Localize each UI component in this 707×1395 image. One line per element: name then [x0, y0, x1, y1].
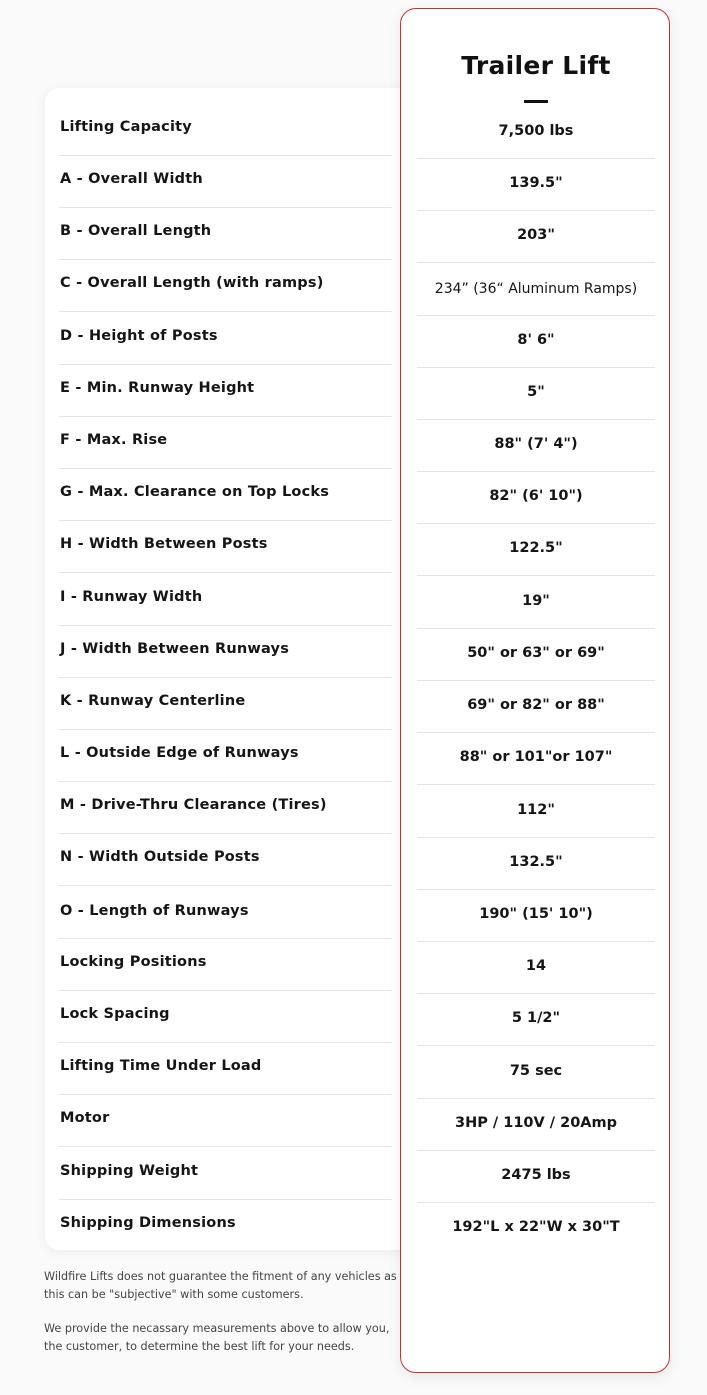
spec-row — [59, 103, 392, 156]
spec-label: E - Min. Runway Height — [60, 380, 255, 396]
spec-value: 2475 lbs — [501, 1167, 571, 1183]
spec-row — [59, 886, 392, 939]
spec-label: F - Max. Rise — [60, 432, 168, 448]
spec-label: G - Max. Clearance on Top Locks — [60, 484, 330, 500]
measurement-note: We provide the necassary measurements above to allow you, the customer, to determine the best lift for your needs. — [44, 1322, 390, 1353]
spec-row — [59, 364, 392, 417]
spec-value-row — [417, 576, 655, 629]
spec-value: 3HP / 110V / 20Amp — [454, 1115, 617, 1131]
spec-value: 132.5" — [509, 854, 563, 870]
spec-value: 203" — [517, 227, 555, 243]
spec-value: 5" — [527, 384, 545, 400]
spec-row — [59, 468, 392, 521]
spec-value-row — [417, 471, 655, 524]
spec-value-row — [417, 889, 655, 942]
spec-row — [59, 1094, 392, 1147]
spec-row — [59, 677, 392, 730]
spec-row — [59, 1042, 392, 1095]
spec-row — [59, 938, 392, 991]
spec-value-row — [417, 680, 655, 733]
spec-value: 88" or 101"or 107" — [459, 749, 613, 765]
spec-value: 112" — [517, 802, 555, 818]
spec-label: Shipping Dimensions — [60, 1215, 236, 1231]
spec-label: H - Width Between Posts — [60, 536, 268, 552]
spec-value-row — [417, 732, 655, 785]
spec-label: Lifting Time Under Load — [60, 1058, 262, 1074]
spec-value: 234” (36“ Aluminum Ramps) — [434, 281, 638, 297]
spec-value: 82" (6' 10") — [489, 488, 583, 504]
spec-label: Shipping Weight — [60, 1163, 199, 1179]
spec-value: 14 — [525, 958, 547, 974]
spec-value-row — [417, 210, 655, 263]
spec-label: I - Runway Width — [60, 589, 203, 605]
spec-label: A - Overall Width — [60, 171, 203, 187]
spec-value-row — [417, 419, 655, 472]
spec-label: Locking Positions — [60, 954, 207, 970]
spec-value: 192"L x 22"W x 30"T — [452, 1219, 620, 1235]
spec-row — [59, 312, 392, 365]
spec-row — [59, 625, 392, 678]
spec-value-row — [417, 315, 655, 368]
spec-label: N - Width Outside Posts — [60, 849, 260, 865]
spec-value-row — [417, 1202, 655, 1254]
spec-value-row — [417, 837, 655, 890]
spec-label: L - Outside Edge of Runways — [60, 745, 299, 761]
spec-row — [59, 520, 392, 573]
spec-value-row — [417, 941, 655, 994]
spec-label: J - Width Between Runways — [60, 641, 290, 657]
spec-value-row — [417, 263, 655, 316]
spec-label: D - Height of Posts — [60, 328, 218, 344]
spec-value-row — [417, 523, 655, 576]
spec-value-row — [417, 367, 655, 420]
spec-label: M - Drive-Thru Clearance (Tires) — [60, 797, 327, 813]
spec-value: 5 1/2" — [511, 1010, 561, 1026]
spec-value: 122.5" — [509, 540, 563, 556]
spec-value: 139.5" — [509, 175, 563, 191]
spec-row — [59, 833, 392, 886]
spec-row — [59, 1147, 392, 1200]
spec-value-row — [417, 785, 655, 838]
spec-value-row — [417, 628, 655, 681]
spec-value-row — [417, 106, 655, 159]
spec-row — [59, 207, 392, 260]
spec-label: Lifting Capacity — [60, 119, 192, 135]
spec-row — [59, 990, 392, 1043]
spec-label: Lock Spacing — [60, 1006, 170, 1022]
spec-value-row — [417, 993, 655, 1046]
spec-value: 190" (15' 10") — [479, 906, 593, 922]
spec-row — [59, 729, 392, 782]
spec-value: 88" (7' 4") — [494, 436, 578, 452]
fitment-disclaimer: Wildfire Lifts does not guarantee the fitment of any vehicles as this can be "subjective" with some customers. — [44, 1270, 397, 1301]
spec-value-row — [417, 1098, 655, 1151]
product-title: Trailer Lift — [461, 51, 611, 80]
spec-label: K - Runway Centerline — [60, 693, 246, 709]
spec-value: 19" — [522, 593, 550, 609]
spec-value: 50" or 63" or 69" — [467, 645, 605, 661]
spec-label: B - Overall Length — [60, 223, 212, 239]
spec-value-row — [417, 1150, 655, 1203]
spec-label: Motor — [60, 1110, 110, 1126]
title-divider — [524, 100, 548, 103]
spec-value: 8' 6" — [517, 332, 555, 348]
spec-value-row — [417, 158, 655, 211]
spec-row — [59, 259, 392, 312]
spec-row — [59, 781, 392, 834]
spec-row — [59, 573, 392, 626]
spec-value: 69" or 82" or 88" — [467, 697, 605, 713]
spec-label: O - Length of Runways — [60, 903, 249, 919]
spec-value: 75 sec — [509, 1063, 563, 1079]
spec-value-row — [417, 1046, 655, 1099]
spec-value: 7,500 lbs — [498, 123, 574, 139]
spec-row — [59, 416, 392, 469]
spec-row — [59, 1199, 392, 1251]
spec-label: C - Overall Length (with ramps) — [60, 275, 324, 291]
spec-row — [59, 155, 392, 208]
